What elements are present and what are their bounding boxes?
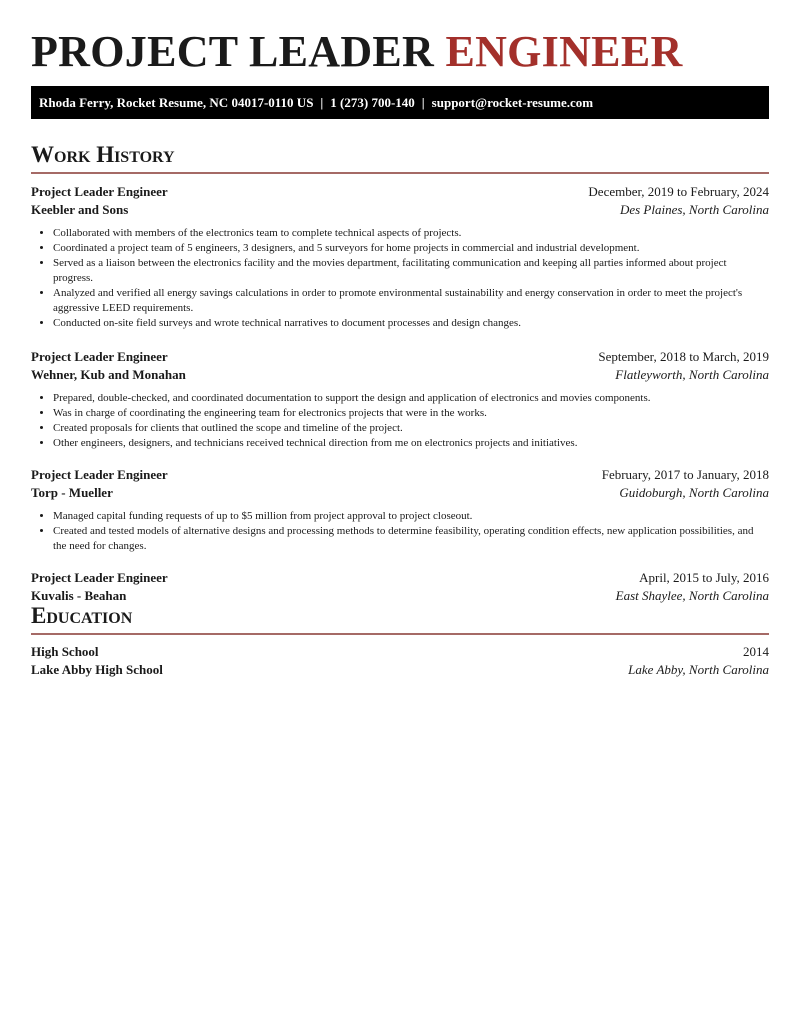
company: Keebler and Sons (31, 202, 129, 217)
section-heading: Work History (31, 142, 175, 167)
bullet-item: • Other engineers, designers, and technicians received technical direction from me on electronics projects and initiatives. (53, 436, 769, 451)
bullet-item: • Conducted on-site field surveys and wrote technical narratives to document processes and design changes. (53, 316, 769, 331)
bullet-item: • Served as a liaison between the electronics facility and the movies department, facilitating communication and keeping all parties informed about project progress. (53, 256, 769, 286)
job-title: Project Leader Engineer (31, 349, 168, 364)
section-divider (31, 633, 769, 635)
school: Lake Abby High School (31, 662, 163, 677)
job-bullets (31, 509, 769, 554)
bullet-item: • Analyzed and verified all energy savings calculations in order to promote environmental sustainability and energy conservation in order to meet the project's aggressive LEED requirements. (53, 286, 769, 316)
bullet-item: • Collaborated with members of the electronics team to complete technical aspects of projects. (53, 226, 769, 241)
title-accent: ENGINEER (445, 27, 683, 76)
bullet-item: • Created proposals for clients that outlined the scope and timeline of the project. (53, 421, 769, 436)
contact-email[interactable]: support@rocket-resume.com (431, 95, 594, 110)
company: Torp - Mueller (31, 485, 113, 500)
job-title: Project Leader Engineer (31, 184, 168, 199)
degree: High School (31, 644, 99, 659)
company: Kuvalis - Beahan (31, 588, 127, 603)
job-location: Flatleyworth, North Carolina (615, 367, 769, 382)
contact-phone: 1 (273) 700-140 (330, 95, 415, 110)
bullet-item: • Prepared, double-checked, and coordinated documentation to support the design and application of electronics and movies components. (53, 391, 769, 406)
company: Wehner, Kub and Monahan (31, 367, 186, 382)
job-entry (31, 348, 769, 451)
job-dates: February, 2017 to January, 2018 (601, 467, 769, 482)
bullet-item: • Was in charge of coordinating the engineering team for electronics projects that were in the works. (53, 406, 769, 421)
section-divider (31, 172, 769, 174)
contact-bar: Rhoda Ferry, Rocket Resume, NC 04017-0110 US | 1 (273) 700-140 | support@rocket-resume.com (31, 86, 769, 119)
contact-address: Rhoda Ferry, Rocket Resume, NC 04017-0110 US (39, 95, 314, 110)
job-entry (31, 466, 769, 554)
education-entry (31, 643, 769, 679)
job-entry (31, 183, 769, 331)
job-title: Project Leader Engineer (31, 570, 168, 585)
job-location: East Shaylee, North Carolina (615, 588, 769, 603)
job-dates: December, 2019 to February, 2024 (588, 184, 769, 199)
work-history-section (31, 140, 769, 605)
resume-title: PROJECT LEADER ENGINEER (31, 27, 683, 76)
job-bullets (31, 391, 769, 451)
job-dates: April, 2015 to July, 2016 (639, 570, 769, 585)
job-location: Guidoburgh, North Carolina (619, 485, 769, 500)
location: Lake Abby, North Carolina (628, 662, 769, 677)
job-title: Project Leader Engineer (31, 467, 168, 482)
bullet-item: • Managed capital funding requests of up to $5 million from project approval to project closeout. (53, 509, 769, 524)
education-section (31, 601, 769, 679)
section-heading: Education (31, 603, 133, 628)
bullet-item: • Created and tested models of alternative designs and processing methods to determine feasibility, operating condition effects, new application possibilities, and the need for changes. (53, 524, 769, 554)
job-dates: September, 2018 to March, 2019 (598, 349, 769, 364)
year: 2014 (743, 644, 769, 659)
job-entry (31, 569, 769, 605)
job-bullets (31, 226, 769, 331)
bullet-item: • Coordinated a project team of 5 engineers, 3 designers, and 5 surveyors for home projects in commercial and industrial development. (53, 241, 769, 256)
job-location: Des Plaines, North Carolina (619, 202, 769, 217)
